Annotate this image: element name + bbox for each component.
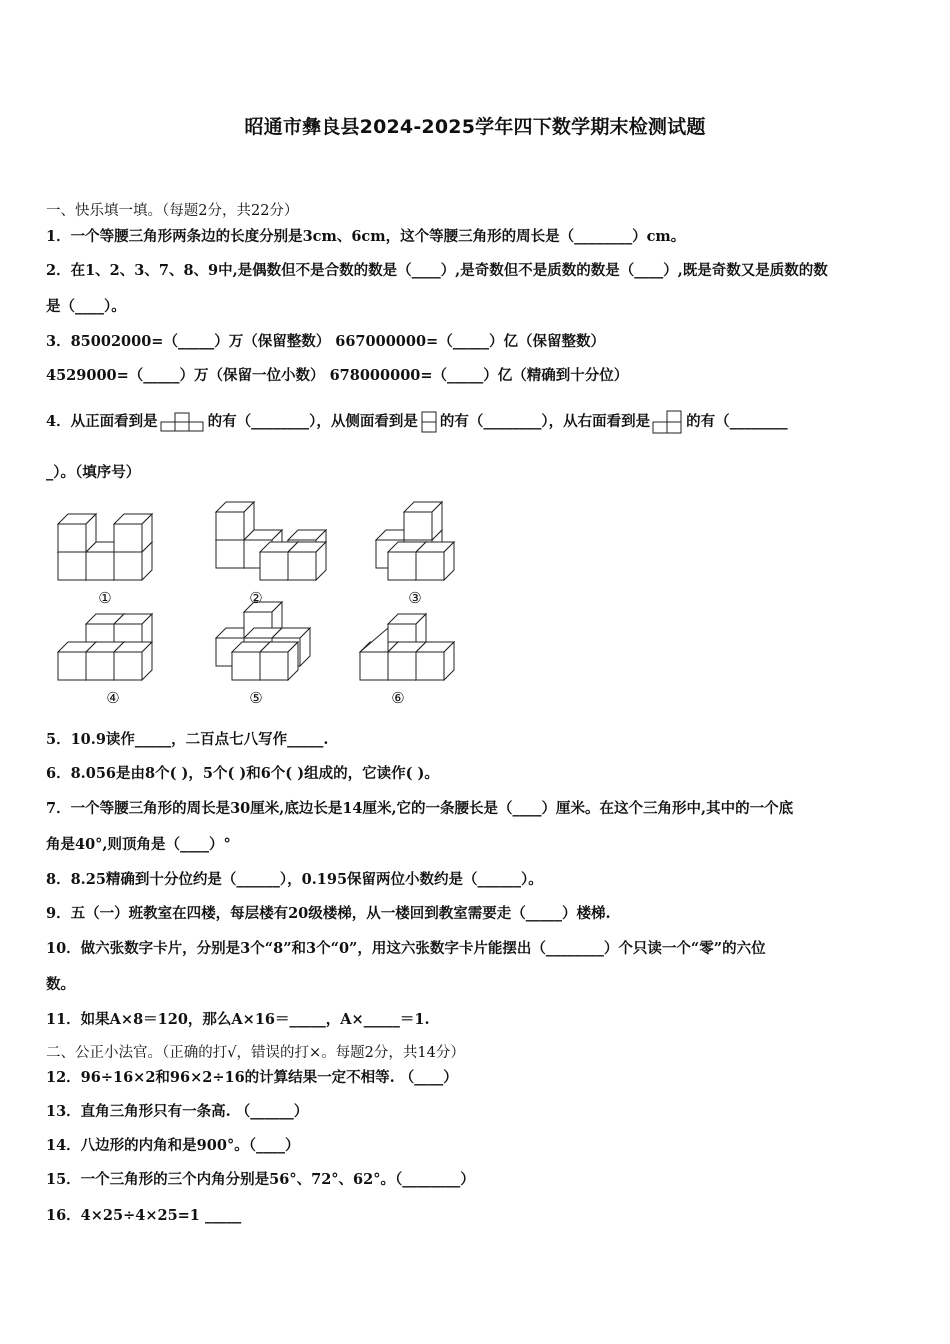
question-3-line-1: 3．85002000=（_____）万（保留整数） 667000000=（_____）亿（保留整数）	[46, 333, 605, 350]
question-4-line-2: _）。（填序号）	[46, 464, 141, 481]
figure-label-4: ④	[106, 689, 120, 707]
question-10-line-2: 数。	[46, 976, 75, 993]
question-12: 12．96÷16×2和96×2÷16的计算结果一定不相等. （____）	[46, 1069, 458, 1086]
question-7-line-1: 7．一个等腰三角形的周长是30厘米,底边长是14厘米,它的一条腰长是（____）厘米。在这个三角形中,其中的一个底	[46, 800, 794, 817]
figure-5-cubes	[216, 602, 310, 680]
question-4-line-1	[46, 410, 910, 434]
question-4-part-2: 的有（________），从侧面看到是	[207, 413, 418, 430]
figure-2-cubes	[216, 502, 326, 580]
question-3-line-2: 4529000=（_____）万（保留一位小数） 678000000=（_____）亿（精确到十分位）	[46, 367, 629, 384]
figure-3-cubes	[376, 502, 454, 580]
question-6: 6．8.056是由8个( )，5个( )和6个( )组成的，它读作( )。	[46, 765, 439, 782]
side-view-two-stack-icon	[420, 411, 438, 433]
question-4-part-4: 的有（________	[686, 413, 788, 430]
figure-label-3: ③	[408, 589, 422, 607]
question-4-part-3: 的有（________），从右面看到是	[439, 413, 651, 430]
question-5: 5．10.9读作_____，二百点七八写作_____.	[46, 731, 329, 748]
question-1: 1．一个等腰三角形两条边的长度分别是3cm、6cm，这个等腰三角形的周长是（________）cm。	[46, 228, 686, 245]
front-view-three-squares-icon	[160, 412, 206, 432]
question-10-line-1: 10．做六张数字卡片，分别是3个“8”和3个“0”，用这六张数字卡片能摆出（________）个只读一个“零”的六位	[46, 940, 766, 957]
question-4-part-1: 4．从正面看到是	[46, 413, 158, 430]
section-heading-1: 一、快乐填一填。（每题2分，共22分）	[46, 203, 299, 219]
question-14: 14．八边形的内角和是900°。（____）	[46, 1137, 300, 1154]
right-view-l-shape-icon	[652, 410, 684, 434]
figure-label-5: ⑤	[249, 689, 263, 707]
figure-1-cubes	[58, 514, 152, 580]
figure-4-cubes	[58, 614, 152, 680]
figure-label-1: ①	[98, 589, 112, 607]
page-title: 昭通市彝良县2024-2025学年四下数学期末检测试题	[244, 116, 706, 138]
question-11: 11．如果A×8＝120，那么A×16＝_____，A×_____＝1.	[46, 1011, 430, 1028]
question-9: 9．五（一）班教室在四楼，每层楼有20级楼梯，从一楼回到教室需要走（_____）楼梯.	[46, 905, 611, 922]
question-2-line-2: 是（____）。	[46, 298, 126, 315]
question-15: 15．一个三角形的三个内角分别是56°、72°、62°。（________）	[46, 1171, 475, 1188]
question-13: 13．直角三角形只有一条高. （______）	[46, 1103, 309, 1120]
section-heading-2: 二、公正小法官。（正确的打√，错误的打×。每题2分，共14分）	[46, 1045, 465, 1061]
question-2-line-1: 2．在1、2、3、7、8、9中,是偶数但不是合数的数是（____）,是奇数但不是质数的数是（____）,既是奇数又是质数的数	[46, 262, 828, 279]
figure-label-2: ②	[249, 589, 263, 607]
question-7-line-2: 角是40°,则顶角是（____）°	[46, 836, 231, 853]
question-16: 16．4×25÷4×25=1 _____	[46, 1207, 242, 1224]
question-8: 8．8.25精确到十分位约是（______），0.195保留两位小数约是（______）。	[46, 871, 543, 888]
figure-label-6: ⑥	[391, 689, 405, 707]
figure-6-cubes	[360, 614, 454, 680]
